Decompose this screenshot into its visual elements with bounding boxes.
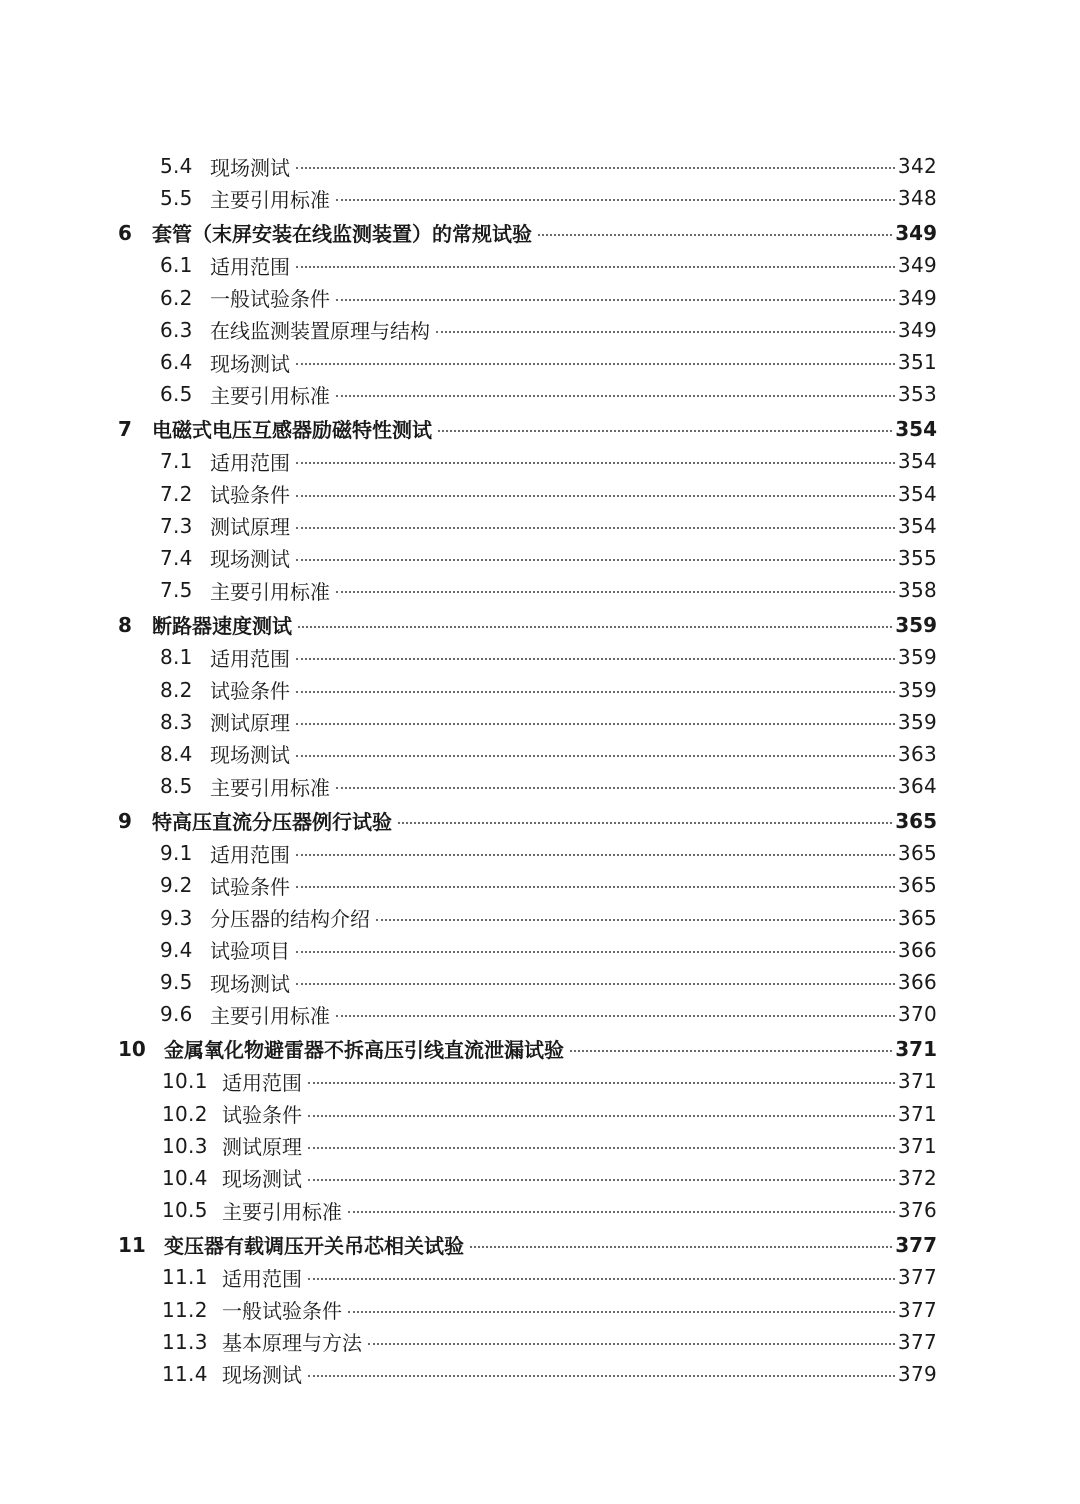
toc-entry-title: 测试原理 bbox=[222, 1135, 302, 1160]
toc-entry-page-number: 351 bbox=[897, 350, 937, 375]
toc-section-entry[interactable] bbox=[0, 1293, 1080, 1325]
toc-section-entry[interactable] bbox=[0, 902, 1080, 934]
dot-leader bbox=[296, 691, 895, 693]
toc-entry-number: 10.4 bbox=[162, 1165, 208, 1190]
toc-section-entry[interactable] bbox=[0, 1130, 1080, 1162]
toc-section-entry[interactable] bbox=[0, 706, 1080, 738]
dot-leader bbox=[296, 723, 895, 725]
dot-leader bbox=[308, 1082, 895, 1084]
dot-leader bbox=[336, 787, 895, 789]
toc-entry-title: 主要引用标准 bbox=[210, 775, 330, 800]
toc-entry-page-number: 377 bbox=[895, 1232, 937, 1257]
toc-entry-number: 9.1 bbox=[160, 841, 193, 866]
toc-entry-number: 11.1 bbox=[162, 1265, 208, 1290]
toc-entry-number: 7.1 bbox=[160, 449, 193, 474]
toc-entry-title: 现场测试 bbox=[210, 547, 290, 572]
dot-leader bbox=[296, 886, 895, 888]
toc-entry-page-number: 365 bbox=[895, 808, 937, 833]
toc-section-entry[interactable] bbox=[0, 998, 1080, 1030]
toc-section-entry[interactable] bbox=[0, 673, 1080, 705]
toc-section-entry[interactable] bbox=[0, 542, 1080, 574]
dot-leader bbox=[296, 363, 895, 365]
toc-entry-number: 11.3 bbox=[162, 1329, 208, 1354]
toc-entry-page-number: 371 bbox=[895, 1036, 937, 1061]
dot-leader bbox=[436, 331, 895, 333]
dot-leader bbox=[296, 755, 895, 757]
dot-leader bbox=[296, 495, 895, 497]
toc-entry-page-number: 354 bbox=[897, 481, 937, 506]
dot-leader bbox=[348, 1311, 895, 1313]
dot-leader bbox=[296, 527, 895, 529]
toc-entry-title: 主要引用标准 bbox=[222, 1199, 342, 1224]
dot-leader bbox=[296, 167, 895, 169]
dot-leader bbox=[296, 983, 895, 985]
toc-entry-page-number: 354 bbox=[897, 449, 937, 474]
toc-entry-number: 6.2 bbox=[160, 285, 193, 310]
toc-entry-title: 现场测试 bbox=[222, 1167, 302, 1192]
toc-section-entry[interactable] bbox=[0, 478, 1080, 510]
toc-section-entry[interactable] bbox=[0, 378, 1080, 410]
toc-section-entry[interactable] bbox=[0, 314, 1080, 346]
toc-entry-title: 测试原理 bbox=[210, 515, 290, 540]
toc-section-entry[interactable] bbox=[0, 1098, 1080, 1130]
dot-leader bbox=[308, 1115, 895, 1117]
toc-entry-title: 在线监测装置原理与结构 bbox=[210, 319, 430, 344]
toc-section-entry[interactable] bbox=[0, 1358, 1080, 1390]
toc-entry-title: 一般试验条件 bbox=[222, 1299, 342, 1324]
toc-entry-number: 10.5 bbox=[162, 1198, 208, 1223]
toc-entry-page-number: 371 bbox=[897, 1133, 937, 1158]
toc-entry-page-number: 363 bbox=[897, 741, 937, 766]
toc-entry-title: 金属氧化物避雷器不拆高压引线直流泄漏试验 bbox=[164, 1038, 564, 1063]
toc-entry-number: 6.4 bbox=[160, 350, 193, 375]
toc-entry-page-number: 358 bbox=[897, 578, 937, 603]
toc-entry-page-number: 372 bbox=[897, 1165, 937, 1190]
toc-entry-number: 8.3 bbox=[160, 709, 193, 734]
toc-entry-title: 套管（末屏安装在线监测装置）的常规试验 bbox=[152, 222, 532, 247]
toc-entry-title: 现场测试 bbox=[210, 743, 290, 768]
toc-entry-number: 11 bbox=[118, 1232, 146, 1257]
toc-chapter-entry[interactable] bbox=[0, 606, 1080, 641]
toc-entry-number: 9.5 bbox=[160, 970, 193, 995]
toc-entry-page-number: 355 bbox=[897, 545, 937, 570]
toc-entry-page-number: 365 bbox=[897, 873, 937, 898]
toc-entry-number: 8.2 bbox=[160, 677, 193, 702]
dot-leader bbox=[336, 1015, 895, 1017]
toc-entry-title: 现场测试 bbox=[210, 971, 290, 996]
dot-leader bbox=[296, 854, 895, 856]
toc-section-entry[interactable] bbox=[0, 445, 1080, 477]
toc-entry-title: 试验条件 bbox=[222, 1103, 302, 1128]
toc-entry-number: 8.5 bbox=[160, 774, 193, 799]
toc-section-entry[interactable] bbox=[0, 1065, 1080, 1097]
toc-section-entry[interactable] bbox=[0, 249, 1080, 281]
toc-entry-number: 5.5 bbox=[160, 186, 193, 211]
dot-leader bbox=[308, 1179, 895, 1181]
toc-entry-page-number: 359 bbox=[897, 645, 937, 670]
dot-leader bbox=[376, 919, 895, 921]
dot-leader bbox=[298, 626, 892, 628]
toc-section-entry[interactable] bbox=[0, 1162, 1080, 1194]
toc-entry-title: 一般试验条件 bbox=[210, 287, 330, 312]
toc-entry-title: 适用范围 bbox=[210, 646, 290, 671]
dot-leader bbox=[296, 951, 895, 953]
toc-entry-page-number: 359 bbox=[897, 709, 937, 734]
toc-entry-number: 9.2 bbox=[160, 873, 193, 898]
toc-entry-number: 10.1 bbox=[162, 1069, 208, 1094]
toc-entry-page-number: 366 bbox=[897, 970, 937, 995]
toc-entry-number: 10 bbox=[118, 1036, 146, 1061]
toc-chapter-entry[interactable] bbox=[0, 1030, 1080, 1065]
table-of-contents bbox=[0, 150, 1080, 1390]
toc-entry-title: 主要引用标准 bbox=[210, 1003, 330, 1028]
toc-section-entry[interactable] bbox=[0, 1326, 1080, 1358]
toc-entry-number: 9.4 bbox=[160, 937, 193, 962]
toc-section-entry[interactable] bbox=[0, 346, 1080, 378]
toc-chapter-entry[interactable] bbox=[0, 410, 1080, 445]
toc-section-entry[interactable] bbox=[0, 150, 1080, 182]
toc-entry-number: 10.2 bbox=[162, 1101, 208, 1126]
toc-chapter-entry[interactable] bbox=[0, 214, 1080, 249]
toc-section-entry[interactable] bbox=[0, 282, 1080, 314]
toc-entry-title: 试验条件 bbox=[210, 874, 290, 899]
toc-entry-number: 7.2 bbox=[160, 481, 193, 506]
dot-leader bbox=[336, 591, 895, 593]
toc-entry-page-number: 353 bbox=[897, 382, 937, 407]
toc-entry-title: 主要引用标准 bbox=[210, 579, 330, 604]
toc-entry-title: 适用范围 bbox=[222, 1070, 302, 1095]
toc-section-entry[interactable] bbox=[0, 182, 1080, 214]
toc-entry-title: 适用范围 bbox=[210, 450, 290, 475]
toc-entry-page-number: 379 bbox=[897, 1361, 937, 1386]
toc-entry-number: 7.5 bbox=[160, 578, 193, 603]
toc-entry-number: 6 bbox=[118, 220, 132, 245]
toc-entry-page-number: 371 bbox=[897, 1101, 937, 1126]
toc-entry-title: 现场测试 bbox=[210, 155, 290, 180]
toc-entry-page-number: 349 bbox=[897, 285, 937, 310]
toc-entry-page-number: 354 bbox=[897, 513, 937, 538]
toc-entry-title: 试验条件 bbox=[210, 679, 290, 704]
toc-entry-page-number: 348 bbox=[897, 186, 937, 211]
toc-entry-number: 7 bbox=[118, 416, 132, 441]
toc-entry-number: 7.4 bbox=[160, 545, 193, 570]
toc-entry-page-number: 364 bbox=[897, 774, 937, 799]
toc-entry-title: 分压器的结构介绍 bbox=[210, 907, 370, 932]
toc-entry-page-number: 377 bbox=[897, 1265, 937, 1290]
toc-entry-page-number: 354 bbox=[895, 416, 937, 441]
toc-section-entry[interactable] bbox=[0, 641, 1080, 673]
toc-entry-number: 8 bbox=[118, 612, 132, 637]
dot-leader bbox=[368, 1343, 895, 1345]
toc-entry-page-number: 349 bbox=[895, 220, 937, 245]
toc-section-entry[interactable] bbox=[0, 966, 1080, 998]
toc-section-entry[interactable] bbox=[0, 869, 1080, 901]
toc-entry-page-number: 342 bbox=[897, 154, 937, 179]
toc-entry-number: 6.5 bbox=[160, 382, 193, 407]
toc-entry-title: 主要引用标准 bbox=[210, 383, 330, 408]
toc-chapter-entry[interactable] bbox=[0, 802, 1080, 837]
toc-entry-page-number: 365 bbox=[897, 905, 937, 930]
toc-entry-title: 试验项目 bbox=[210, 939, 290, 964]
dot-leader bbox=[570, 1050, 892, 1052]
toc-entry-title: 试验条件 bbox=[210, 483, 290, 508]
toc-entry-title: 适用范围 bbox=[210, 842, 290, 867]
toc-entry-page-number: 359 bbox=[895, 612, 937, 637]
toc-section-entry[interactable] bbox=[0, 1194, 1080, 1226]
toc-entry-page-number: 349 bbox=[897, 253, 937, 278]
toc-section-entry[interactable] bbox=[0, 574, 1080, 606]
toc-entry-page-number: 377 bbox=[897, 1329, 937, 1354]
dot-leader bbox=[336, 299, 895, 301]
dot-leader bbox=[296, 658, 895, 660]
toc-entry-page-number: 349 bbox=[897, 317, 937, 342]
toc-section-entry[interactable] bbox=[0, 934, 1080, 966]
dot-leader bbox=[308, 1278, 895, 1280]
toc-entry-page-number: 371 bbox=[897, 1069, 937, 1094]
dot-leader bbox=[336, 395, 895, 397]
toc-entry-page-number: 366 bbox=[897, 937, 937, 962]
toc-entry-title: 特高压直流分压器例行试验 bbox=[152, 810, 392, 835]
toc-entry-page-number: 359 bbox=[897, 677, 937, 702]
toc-entry-page-number: 365 bbox=[897, 841, 937, 866]
toc-entry-title: 电磁式电压互感器励磁特性测试 bbox=[152, 418, 432, 443]
dot-leader bbox=[348, 1211, 895, 1213]
toc-entry-title: 测试原理 bbox=[210, 711, 290, 736]
toc-chapter-entry[interactable] bbox=[0, 1226, 1080, 1261]
toc-entry-number: 6.1 bbox=[160, 253, 193, 278]
toc-entry-title: 适用范围 bbox=[222, 1266, 302, 1291]
dot-leader bbox=[336, 199, 895, 201]
dot-leader bbox=[296, 559, 895, 561]
toc-section-entry[interactable] bbox=[0, 837, 1080, 869]
toc-entry-number: 11.2 bbox=[162, 1297, 208, 1322]
dot-leader bbox=[308, 1375, 895, 1377]
toc-entry-title: 现场测试 bbox=[222, 1363, 302, 1388]
toc-section-entry[interactable] bbox=[0, 770, 1080, 802]
toc-entry-title: 变压器有载调压开关吊芯相关试验 bbox=[164, 1234, 464, 1259]
toc-entry-title: 适用范围 bbox=[210, 254, 290, 279]
toc-entry-number: 8.4 bbox=[160, 741, 193, 766]
toc-entry-number: 8.1 bbox=[160, 645, 193, 670]
toc-entry-number: 7.3 bbox=[160, 513, 193, 538]
toc-entry-page-number: 376 bbox=[897, 1198, 937, 1223]
dot-leader bbox=[538, 234, 892, 236]
toc-entry-number: 9.6 bbox=[160, 1002, 193, 1027]
toc-entry-number: 9 bbox=[118, 808, 132, 833]
dot-leader bbox=[296, 462, 895, 464]
toc-entry-number: 11.4 bbox=[162, 1361, 208, 1386]
dot-leader bbox=[438, 430, 892, 432]
toc-entry-page-number: 370 bbox=[897, 1002, 937, 1027]
toc-entry-number: 9.3 bbox=[160, 905, 193, 930]
toc-section-entry[interactable] bbox=[0, 510, 1080, 542]
dot-leader bbox=[308, 1147, 895, 1149]
toc-entry-number: 10.3 bbox=[162, 1133, 208, 1158]
toc-entry-page-number: 377 bbox=[897, 1297, 937, 1322]
toc-entry-number: 6.3 bbox=[160, 317, 193, 342]
dot-leader bbox=[470, 1246, 892, 1248]
toc-entry-title: 现场测试 bbox=[210, 351, 290, 376]
dot-leader bbox=[398, 822, 892, 824]
toc-entry-number: 5.4 bbox=[160, 154, 193, 179]
dot-leader bbox=[296, 266, 895, 268]
toc-entry-title: 基本原理与方法 bbox=[222, 1331, 362, 1356]
toc-section-entry[interactable] bbox=[0, 1261, 1080, 1293]
toc-entry-title: 断路器速度测试 bbox=[152, 614, 292, 639]
toc-entry-title: 主要引用标准 bbox=[210, 187, 330, 212]
toc-section-entry[interactable] bbox=[0, 738, 1080, 770]
